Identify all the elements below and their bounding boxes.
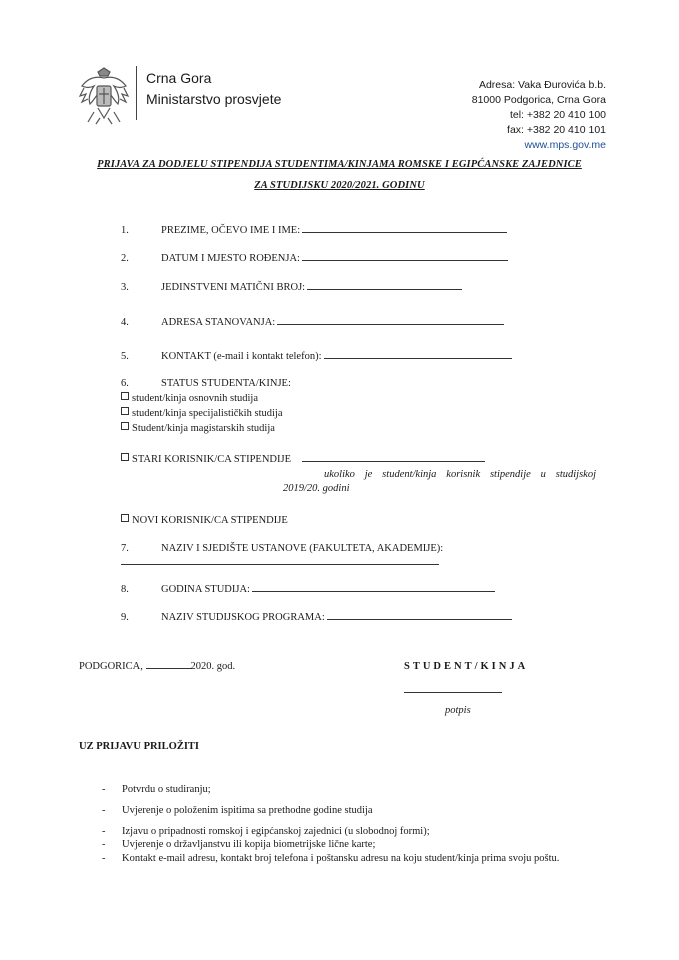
bullet-dash: - [102,853,106,864]
signature-caption: potpis [445,705,471,716]
field-number: 9. [121,612,129,623]
name-input-line[interactable] [302,231,507,233]
birth-input-line[interactable] [302,259,508,261]
option-label: Student/kinja magistarskih studija [132,423,275,434]
field-label: NAZIV I SJEDIŠTE USTANOVE (FAKULTETA, AKADEMIJE): [161,543,444,554]
field-name [161,225,507,236]
attachment-text: Uvjerenje o državljanstvu ili kopija biometrijske lične karte; [122,839,376,850]
field-number: 5. [121,351,129,362]
field-number: 3. [121,282,129,293]
address-block [472,78,606,153]
address-line: Adresa: Vaka Đurovića b.b. [478,79,606,91]
bullet-dash: - [102,805,106,816]
checkbox-icon[interactable] [121,514,129,522]
form-title: PRIJAVA ZA DODJELU STIPENDIJA STUDENTIMA/KINJAMA ROMSKE I EGIPĆANSKE ZAJEDNICE [97,159,582,170]
field-label: PREZIME, OČEVO IME I IME: [161,225,301,236]
status-option[interactable] [121,422,275,434]
attachment-text: Izjavu o pripadnosti romskoj i egipćanskoj zajednici (u slobodnoj formi); [122,826,430,837]
field-number: 4. [121,317,129,328]
option-label: NOVI KORISNIK/CA STIPENDIJE [132,515,288,526]
attachment-text: Uvjerenje o položenim ispitima sa prethodne godine studija [122,805,373,816]
field-number: 6. [121,378,129,389]
field-number: 7. [121,543,129,554]
org-name-country: Crna Gora [146,70,212,86]
bullet-dash: - [102,826,106,837]
new-user-option[interactable] [121,514,288,526]
field-contact [161,351,512,362]
status-option[interactable] [121,407,282,419]
attachment-text: Potvrdu o studiranju; [122,784,211,795]
field-label: DATUM I MJESTO ROĐENJA: [161,253,300,264]
field-label: NAZIV STUDIJSKOG PROGRAMA: [161,612,325,623]
option-label: STARI KORISNIK/CA STIPENDIJE [132,454,292,465]
bullet-dash: - [102,784,106,795]
contact-input-line[interactable] [324,357,512,359]
org-name-ministry: Ministarstvo prosvjete [146,91,282,107]
field-program [161,612,512,623]
phone-line: tel: +382 20 410 100 [509,109,606,121]
old-user-note-year: 2019/20. godini [283,483,350,494]
checkbox-icon[interactable] [121,392,129,400]
field-number: 2. [121,253,129,264]
fax-line: fax: +382 20 410 101 [507,124,606,136]
place-date [79,661,235,672]
old-user-note: ukoliko je student/kinja korisnik stipendije u studijskoj [324,469,596,480]
coat-of-arms-icon [78,66,130,126]
bullet-dash: - [102,839,106,850]
jmbg-input-line[interactable] [307,288,462,290]
year-input-line[interactable] [252,590,495,592]
field-label: GODINA STUDIJA: [161,584,250,595]
field-year [161,584,495,595]
field-label: JEDINSTVENI MATIČNI BROJ: [161,282,306,293]
attachments-title: UZ PRIJAVU PRILOŽITI [79,741,199,752]
field-number: 1. [121,225,129,236]
signature-line[interactable] [404,691,502,693]
field-number: 8. [121,584,129,595]
option-label: student/kinja osnovnih studija [132,393,258,404]
status-option[interactable] [121,392,258,404]
website-link[interactable]: www.mps.gov.me [524,139,606,151]
field-jmbg [161,282,462,293]
checkbox-icon[interactable] [121,407,129,415]
old-user-option[interactable] [121,453,485,465]
checkbox-icon[interactable] [121,453,129,461]
address-line: 81000 Podgorica, Crna Gora [471,94,606,106]
field-label: KONTAKT (e-mail i kontakt telefon): [161,351,322,362]
field-label: STATUS STUDENTA/KINJE: [161,378,291,389]
address-input-line[interactable] [277,323,504,325]
program-input-line[interactable] [327,618,512,620]
option-label: student/kinja specijalističkih studija [132,408,283,419]
field-label: ADRESA STANOVANJA: [161,317,276,328]
signature-title: STUDENT/KINJA [404,661,529,672]
form-subtitle: ZA STUDIJSKU 2020/2021. GODINU [254,180,425,191]
attachment-text: Kontakt e-mail adresu, kontakt broj telefona i poštansku adresu na koju student/kinja prima svoju poštu. [122,853,560,864]
year-label: 2020. god. [190,661,236,672]
date-input-line[interactable] [146,667,191,669]
institution-input-line[interactable] [121,563,439,565]
old-user-input-line[interactable] [302,460,485,462]
header-divider [136,66,137,120]
place-label: PODGORICA, [79,661,143,672]
checkbox-icon[interactable] [121,422,129,430]
field-birth [161,253,508,264]
field-address [161,317,504,328]
